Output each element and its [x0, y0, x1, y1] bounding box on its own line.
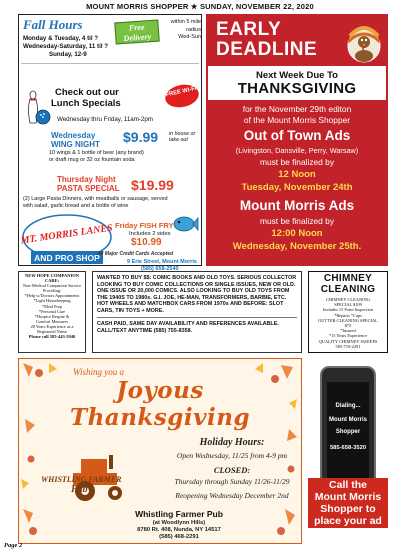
towns-list: (Livingston, Dansville, Perry, Warsaw): [235, 146, 359, 155]
fish-fry-price: $10.99: [131, 237, 162, 248]
joyous-thanksgiving-title: Joyous Thanksgiving: [69, 377, 251, 431]
lunch-title: [51, 87, 121, 109]
whistling-farmer-ad: [18, 358, 302, 544]
companion-title: NEW HOPE COMPANION CARE:: [24, 273, 80, 284]
chimney-line: *Insured: [340, 328, 356, 334]
next-week-text: Next Week Due To: [255, 70, 338, 81]
morris-lanes-ad: [18, 14, 202, 272]
companion-line: Registered Nurse: [37, 329, 67, 335]
fall-hours-line: Wednesday-Saturday, 11 til ?: [23, 43, 109, 50]
chimney-line: Includes 15 Point Inspection: [322, 307, 374, 313]
wing-description: or draft mug or 32 oz fountain soda: [49, 157, 135, 163]
deadline-day: Tuesday, November 24th: [241, 182, 353, 193]
chimney-title: [310, 273, 386, 295]
deadline-time: 12:00 Noon: [271, 228, 323, 239]
wing-description: 10 wings & 1 bottle of beer (any brand): [49, 150, 144, 156]
phone-dialing: Dialing...: [335, 403, 361, 409]
turkey-icon: [342, 18, 384, 66]
chimney-cleaning-ad: [308, 271, 388, 353]
fall-hours-title: Fall Hours: [23, 17, 83, 32]
delivery-days: Wed-Sun: [178, 34, 201, 40]
holiday-hours-title: Holiday Hours:: [199, 437, 265, 448]
wanted-comics-ad: [92, 271, 302, 353]
chimney-title-line: CHIMNEY: [323, 273, 373, 284]
credit-cards-note: All Major Credit Cards Accepted: [97, 251, 174, 257]
call-shopper-ad: [308, 358, 388, 544]
fall-hours-line: Sunday, 12-9: [49, 51, 87, 58]
early-line: DEADLINE: [216, 39, 318, 60]
wing-price: $9.99: [123, 129, 159, 145]
pasta-price: $19.99: [131, 177, 174, 193]
early-deadline-title: [216, 20, 317, 60]
out-of-town-title: Out of Town Ads: [243, 128, 351, 143]
pub-address: 8780 Rt. 408, Nunda, NY 14517: [137, 527, 221, 533]
phone-number: 585-658-3520: [329, 445, 367, 451]
companion-line: Comfort Measures: [35, 318, 69, 324]
free-delivery-badge: Free Delivery: [114, 19, 159, 44]
lunch-title-line: Check out our: [55, 87, 119, 98]
deadline-time: 12 Noon: [278, 169, 316, 180]
pasta-description: with salad, garlic bread and a bottle of wine: [23, 203, 129, 209]
phone-line: (585) 658-2540: [141, 265, 179, 272]
logo-name-text: MT. MORRIS LANES: [19, 222, 114, 247]
call-line: Shopper to: [320, 503, 376, 515]
chimney-line: 585-710-2291: [335, 343, 361, 349]
phone-name: Mount Morris: [329, 417, 367, 423]
divider: [97, 317, 297, 318]
wing-night-line: WING NIGHT: [51, 140, 100, 149]
chimney-line: *15 Years Experience: [328, 333, 368, 339]
page-number: Page 2: [4, 542, 23, 549]
divider: [21, 63, 199, 64]
deadline-day: Wednesday, November 25th.: [232, 241, 362, 252]
early-line: EARLY: [216, 19, 282, 40]
morris-lanes-logo: [21, 211, 113, 267]
fish-fry-title: Friday FISH FRY: [115, 221, 174, 230]
pub-logo: [41, 475, 121, 495]
phone-name: Shopper: [335, 429, 361, 435]
closed-label: CLOSED:: [213, 465, 251, 475]
companion-care-ad: [18, 271, 86, 353]
deadline-details: [208, 100, 386, 264]
chimney-line: $75: [344, 323, 352, 329]
fall-hours-line: Monday & Tuesday, 4 til ?: [23, 35, 99, 42]
pasta-title-line: PASTA SPECIAL: [57, 184, 120, 193]
pasta-title-line: Thursday Night: [57, 175, 116, 184]
call-line: Call the: [329, 479, 367, 491]
open-wednesday-text: Open Wednesday, 11/25 from 4-9 pm: [176, 451, 288, 460]
finalized-line: must be finalized by: [259, 157, 335, 167]
mount-morris-ads-title: Mount Morris Ads: [239, 198, 355, 213]
pub-phone: (585) 468-2291: [159, 534, 199, 540]
companion-line: *Personal Care: [38, 308, 66, 314]
thanksgiving-text: THANKSGIVING: [237, 80, 357, 97]
edition-line: of the Mount Morris Shopper: [243, 115, 351, 125]
comics-text: WANTED TO BUY $$: COMIC BOOKS AND OLD TOYS. SERIOUS COLLECTOR LOOKING TO BUY COMIC COLLECTIONS OR SINGLE ISSUES, NEW OR OLD. ONE ISSUE OR 20,000 COMICS. ALSO LOOKING TO BUY OLD TOYS FROM THE 1940S TO 1980s. G.I. JOE, HE-MAN, TRANSFORMERS, BARBIE, ETC. HOT WHEELS AND MATCHBOX CARS FROM 1970s AND BEFORE: SLOT CARS, TIN TOYS + MORE.: [97, 275, 297, 314]
pub-logo-pub: Pub: [71, 484, 88, 495]
free-wifi-badge: FREE WI-FI: [163, 82, 201, 111]
delivery-info: [161, 19, 201, 42]
fish-fry-sides: Includes 2 sides: [129, 231, 171, 237]
companion-line: 28 Years Experience as a: [30, 323, 74, 329]
companion-line: *Help w/Doctors Appointments: [24, 293, 80, 299]
closed-dates: Thursday through Sunday 11/26-11/29: [174, 477, 290, 486]
chimney-title-line: CLEANING: [320, 284, 376, 295]
comics-cash-text: CASH PAID, SAME DAY AVAILABILITY AND REFERENCES AVAILABLE. CALL/TEXT ANYTIME (585) 755-8358.: [97, 321, 279, 334]
call-line: Mount Morris: [314, 491, 382, 503]
wishing-text: Wishing you a: [73, 367, 124, 377]
reopening-text: Reopening Wednesday December 2nd: [175, 491, 289, 500]
pasta-special-title: [57, 175, 120, 193]
logo-sub-text: AND PRO SHOP: [34, 253, 100, 263]
call-to-action: [308, 478, 388, 528]
wing-night-title: [51, 131, 100, 149]
lunch-days: Wednesday thru Friday, 11am-2pm: [57, 116, 153, 123]
chimney-line: CHIMNEY CLEANING: [326, 297, 370, 302]
pub-logo-name: WHISTLING FARMER: [41, 475, 122, 484]
bowling-pin-icon: [23, 87, 51, 127]
companion-line: *Light Housekeeping: [33, 298, 71, 304]
pasta-description: (2) Large Pasta Dinners, with meatballs or sausage, served: [23, 196, 168, 202]
chimney-line: GUTTER CLEANING SPECIAL: [318, 317, 378, 323]
chimney-line: *Repairs *Caps: [334, 312, 362, 318]
address-line: 9 Erie Street, Mount Morris: [127, 259, 197, 265]
delivery-radius: radius: [186, 26, 201, 33]
chimney-line: SPECIAL $109: [334, 302, 362, 308]
lunch-title-line: Lunch Specials: [51, 98, 121, 109]
companion-line: *Meal Prep: [42, 303, 62, 309]
pub-location: (at Woodlynn Hills): [152, 520, 206, 526]
pub-name: Whistling Farmer Pub: [135, 509, 223, 519]
page-header: MOUNT MORRIS SHOPPER ★ SUNDAY, NOVEMBER 22, 2020: [86, 2, 314, 11]
companion-line: *Hospice Respite &: [34, 313, 70, 319]
call-line: place your ad: [314, 515, 382, 527]
companion-line: Non-Medical Companion Service Providing:: [23, 283, 81, 294]
chimney-line: QUALITY CHIMNEY SWEEPS: [318, 338, 378, 344]
wing-note: in house or take out: [169, 131, 196, 143]
edition-line: for the November 29th editon: [242, 104, 352, 114]
wing-night-line: Wednesday: [51, 131, 96, 140]
fish-icon: [171, 213, 199, 235]
finalized-line: must be finalized by: [259, 216, 335, 226]
companion-phone: Please call 585-443-5940: [28, 334, 76, 340]
early-deadline-ad: [206, 14, 388, 266]
delivery-radius: within 5 mile: [170, 19, 201, 25]
